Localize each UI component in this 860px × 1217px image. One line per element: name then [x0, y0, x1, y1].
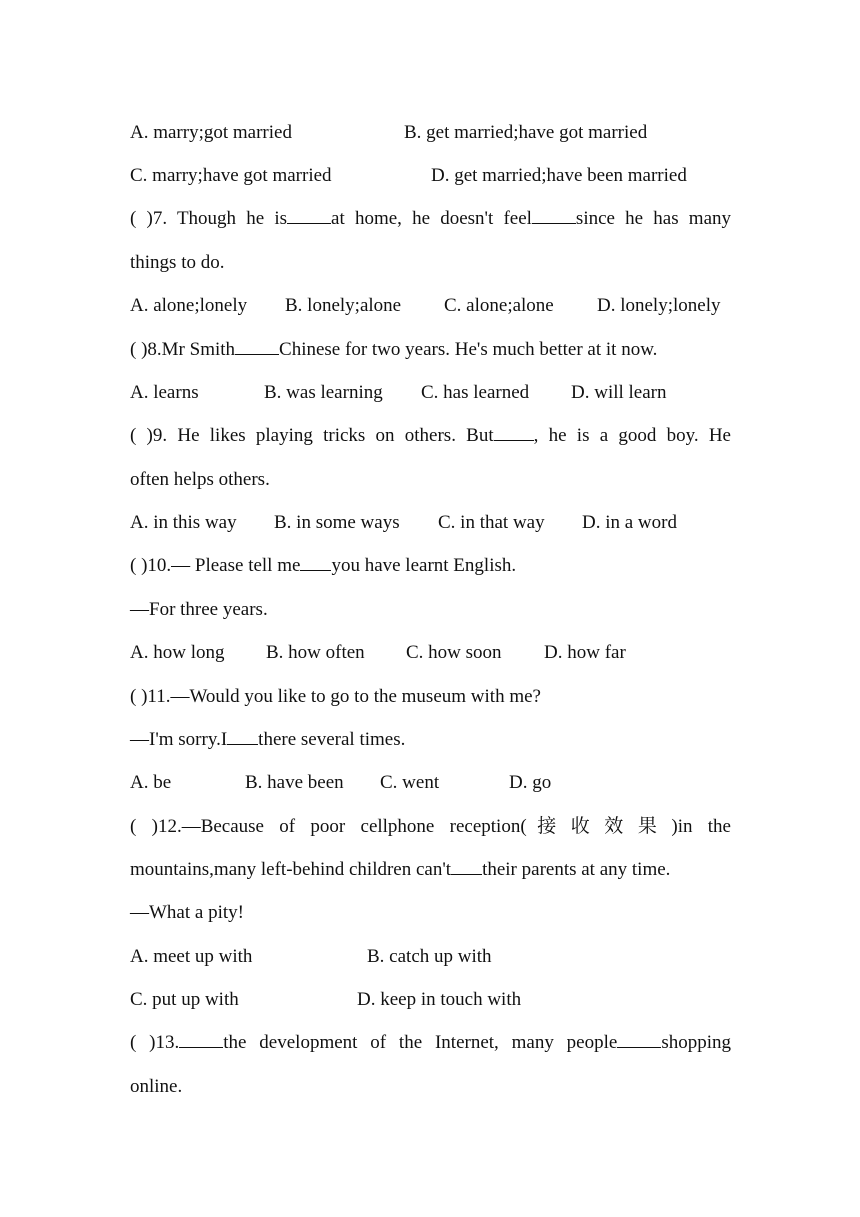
q12-line2-prefix: mountains,many left-behind children can't	[130, 859, 452, 880]
q12-answer: —What a pity!	[130, 902, 244, 923]
q13-blank-1	[179, 1021, 223, 1048]
q10-end: you have learnt English.	[331, 555, 517, 576]
q9-stem-line-2: often helps others.	[130, 469, 270, 490]
q11-stem: ( )11.—Would you like to go to the museum with me?	[130, 686, 541, 707]
q12-option-c: C. put up with	[130, 989, 239, 1010]
q7-option-b: B. lonely;alone	[285, 295, 402, 316]
q12-end: )in the	[671, 816, 731, 837]
q9-prefix: ( )9. He likes playing tricks on others. But	[130, 425, 494, 446]
q8-option-a: A. learns	[130, 382, 199, 403]
q8-prefix: ( )8.Mr Smith	[130, 339, 236, 360]
q11-reply-end: there several times.	[258, 729, 406, 750]
q10-answer: —For three years.	[130, 599, 268, 620]
q12-option-b: B. catch up with	[367, 946, 492, 967]
q7-option-c: C. alone;alone	[444, 295, 554, 316]
q13-stem-line-2: online.	[130, 1076, 183, 1097]
q10-blank	[300, 544, 331, 571]
q9-option-a: A. in this way	[130, 512, 237, 533]
q7-option-d: D. lonely;lonely	[597, 295, 721, 316]
q10-stem	[130, 544, 516, 587]
q6-option-a: A. marry;got married	[130, 122, 292, 143]
q8-option-b: B. was learning	[264, 382, 383, 403]
q11-option-c: C. went	[380, 772, 440, 793]
q8-option-d: D. will learn	[571, 382, 667, 403]
q6-option-d: D. get married;have been married	[431, 165, 687, 186]
q9-stem	[130, 414, 731, 457]
q8-blank	[235, 328, 279, 355]
q6-option-b: B. get married;have got married	[404, 122, 648, 143]
q8-option-c: C. has learned	[421, 382, 530, 403]
q7-prefix: ( )7. Though he is	[130, 208, 288, 229]
q8-stem	[130, 328, 657, 371]
q7-mid: at home, he doesn't feel	[331, 208, 532, 229]
q12-prefix: ( )12.—Because of poor cellphone reception(	[130, 816, 527, 837]
q12-cjk-gloss: 接收效果	[526, 815, 672, 837]
q11-option-a: A. be	[130, 772, 172, 793]
q11-option-b: B. have been	[245, 772, 344, 793]
q9-option-b: B. in some ways	[274, 512, 400, 533]
q7-stem	[130, 197, 731, 240]
q9-option-d: D. in a word	[582, 512, 677, 533]
q7-option-a: A. alone;lonely	[130, 295, 248, 316]
q12-stem-line-2	[130, 848, 670, 891]
q12-stem	[130, 805, 731, 848]
q9-blank	[494, 414, 534, 441]
q13-stem	[130, 1021, 731, 1064]
q7-stem-line-2: things to do.	[130, 252, 225, 273]
q11-reply-prefix: —I'm sorry.I	[130, 729, 228, 750]
q10-option-d: D. how far	[544, 642, 626, 663]
q11-option-d: D. go	[509, 772, 552, 793]
q10-option-a: A. how long	[130, 642, 225, 663]
q12-option-d: D. keep in touch with	[357, 989, 522, 1010]
q10-option-c: C. how soon	[406, 642, 502, 663]
q7-blank-1	[287, 197, 331, 224]
q8-end: Chinese for two years. He's much better at it now.	[279, 339, 658, 360]
q13-end: shopping	[661, 1032, 732, 1053]
q11-reply	[130, 718, 405, 761]
q7-blank-2	[532, 197, 576, 224]
q12-line2-end: their parents at any time.	[482, 859, 671, 880]
q9-option-c: C. in that way	[438, 512, 545, 533]
q12-blank	[451, 848, 482, 875]
q10-option-b: B. how often	[266, 642, 365, 663]
q13-mid: the development of the Internet, many people	[223, 1032, 618, 1053]
q6-option-c: C. marry;have got married	[130, 165, 332, 186]
q10-prefix: ( )10.— Please tell me	[130, 555, 301, 576]
q7-end: since he has many	[575, 208, 732, 229]
q13-blank-2	[617, 1021, 661, 1048]
q9-end: , he is a good boy. He	[533, 425, 731, 446]
q13-prefix: ( )13.	[130, 1032, 180, 1053]
q11-blank	[227, 718, 258, 745]
q12-option-a: A. meet up with	[130, 946, 253, 967]
